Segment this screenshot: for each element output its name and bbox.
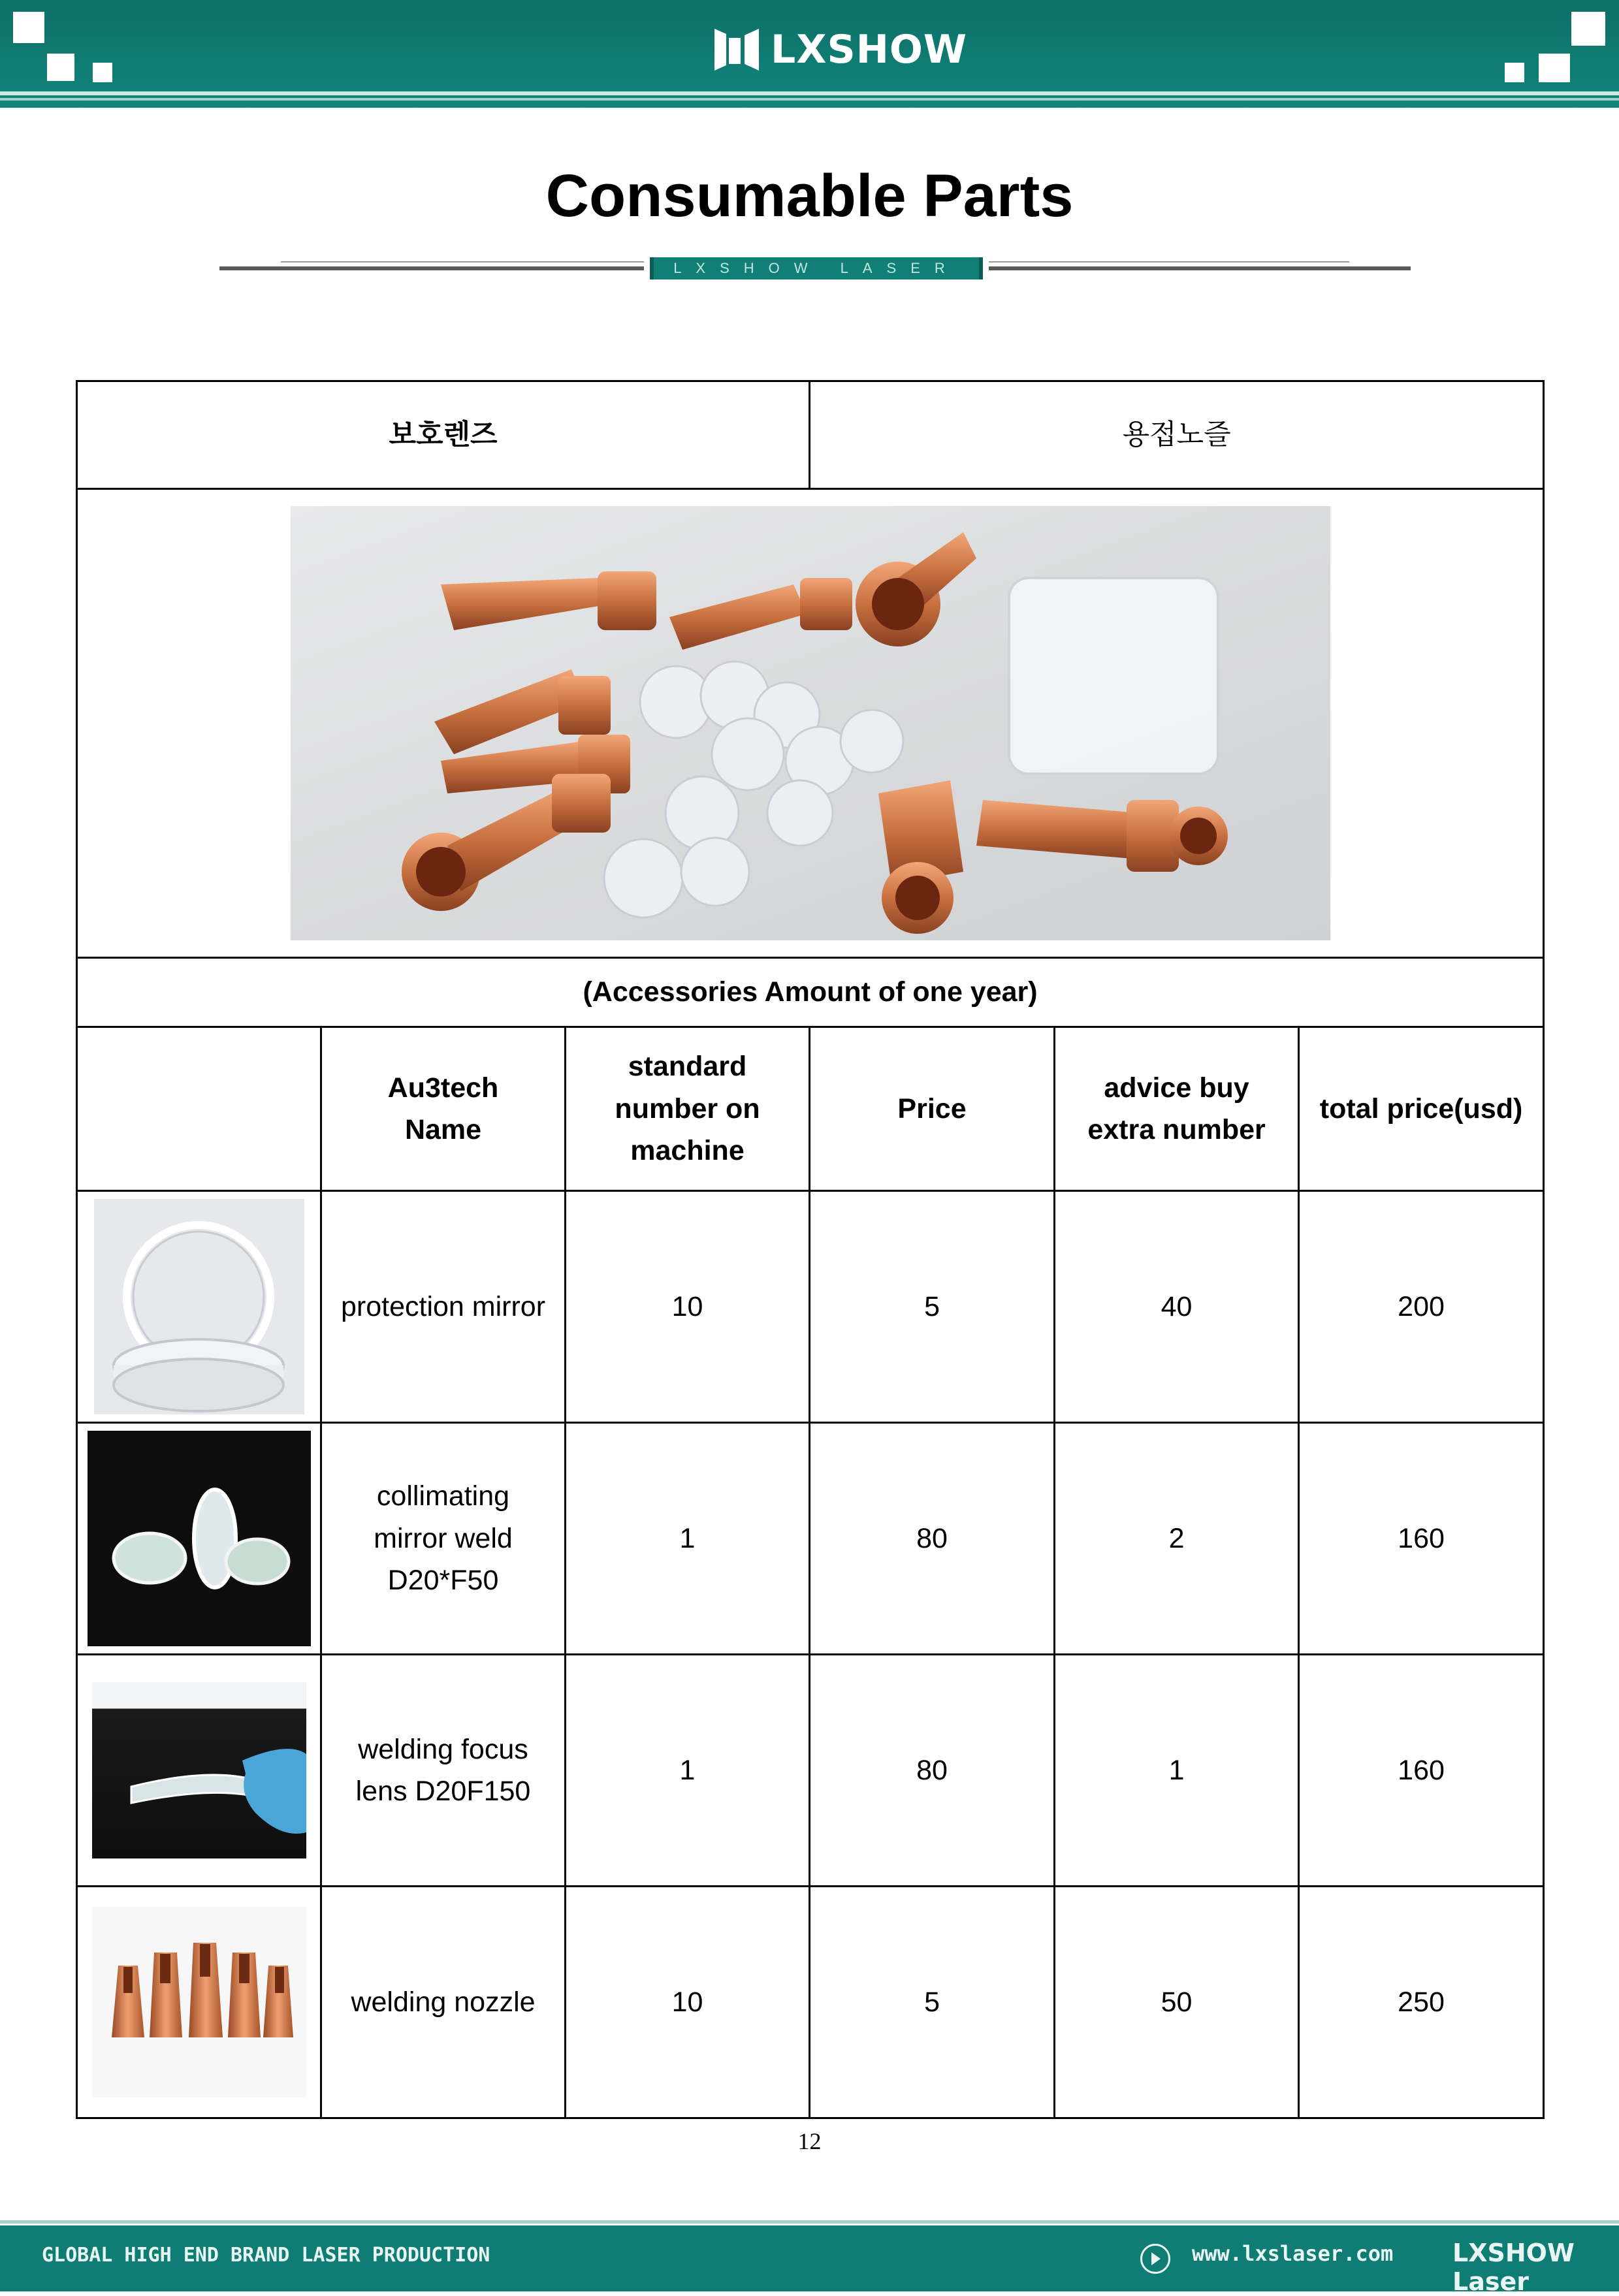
product-name: welding nozzle: [321, 1887, 566, 2118]
product-thumb-cell: [77, 1655, 321, 1887]
brand-logo: [712, 24, 967, 76]
focus-lens-photo: [92, 1682, 306, 1858]
title-rule-left: [219, 266, 644, 270]
decor-square: [93, 63, 112, 82]
title-rule-right-thin: [989, 261, 1349, 263]
price: 80: [810, 1655, 1055, 1887]
consumables-table: [76, 380, 1545, 2119]
price: 5: [810, 1887, 1055, 2118]
column-header-name: Au3tech Name: [321, 1027, 566, 1191]
table-row: [77, 1423, 1544, 1655]
product-name: protection mirror: [321, 1191, 566, 1423]
extra-number: 1: [1055, 1655, 1299, 1887]
header-divider: [0, 91, 1619, 95]
consumables-photo: [291, 506, 1330, 940]
standard-number: 10: [566, 1887, 810, 2118]
product-thumb-cell: [77, 1191, 321, 1423]
product-thumb-cell: [77, 1423, 321, 1655]
extra-number: 2: [1055, 1423, 1299, 1655]
total-price: 200: [1299, 1191, 1544, 1423]
footer-slogan: GLOBAL HIGH END BRAND LASER PRODUCTION: [42, 2244, 490, 2267]
table-row: [77, 1655, 1544, 1887]
footer-divider: [0, 2220, 1619, 2224]
page-number: 12: [797, 2128, 822, 2154]
column-header-image: [77, 1027, 321, 1191]
extra-number: 50: [1055, 1887, 1299, 2118]
product-name: collimating mirror weld D20*F50: [321, 1423, 566, 1655]
arrow-right-icon: [1140, 2244, 1170, 2274]
title-banner: LXSHOW LASER: [650, 257, 983, 279]
column-header-standard: standard number on machine: [566, 1027, 810, 1191]
table-row: [77, 1191, 1544, 1423]
decor-square: [1571, 12, 1605, 46]
product-name: welding focus lens D20F150: [321, 1655, 566, 1887]
standard-number: 1: [566, 1655, 810, 1887]
total-price: 160: [1299, 1655, 1544, 1887]
decor-square: [1539, 54, 1570, 82]
column-header-extra: advice buy extra number: [1055, 1027, 1299, 1191]
total-price: 250: [1299, 1887, 1544, 2118]
header-cell-protection-lens: 보호렌즈: [77, 381, 810, 489]
standard-number: 1: [566, 1423, 810, 1655]
collimating-mirror-photo: [88, 1431, 311, 1646]
header-divider: [0, 98, 1619, 101]
protection-mirror-photo: [94, 1199, 304, 1414]
price: 5: [810, 1191, 1055, 1423]
product-photo-cell: [77, 489, 1544, 958]
product-thumb-cell: [77, 1887, 321, 2118]
decor-square: [13, 12, 44, 43]
title-rule-right: [989, 266, 1411, 270]
logo-text: LXSHOW: [771, 27, 968, 72]
decor-square: [47, 54, 74, 81]
footer-website-link[interactable]: www.lxslaser.com: [1192, 2241, 1394, 2266]
footer-brand: LXSHOW Laser: [1452, 2239, 1575, 2296]
title-rule-left-thin: [281, 261, 644, 263]
standard-number: 10: [566, 1191, 810, 1423]
page-title: Consumable Parts: [545, 163, 1074, 229]
decor-square: [1505, 63, 1524, 82]
column-header-price: Price: [810, 1027, 1055, 1191]
header-cell-welding-nozzle: 용접노즐: [810, 381, 1544, 489]
total-price: 160: [1299, 1423, 1544, 1655]
column-header-total: total price(usd): [1299, 1027, 1544, 1191]
logo-mark-icon: [712, 25, 761, 74]
price: 80: [810, 1423, 1055, 1655]
extra-number: 40: [1055, 1191, 1299, 1423]
welding-nozzle-photo: [92, 1907, 306, 2097]
table-caption: (Accessories Amount of one year): [77, 958, 1544, 1027]
table-row: [77, 1887, 1544, 2118]
